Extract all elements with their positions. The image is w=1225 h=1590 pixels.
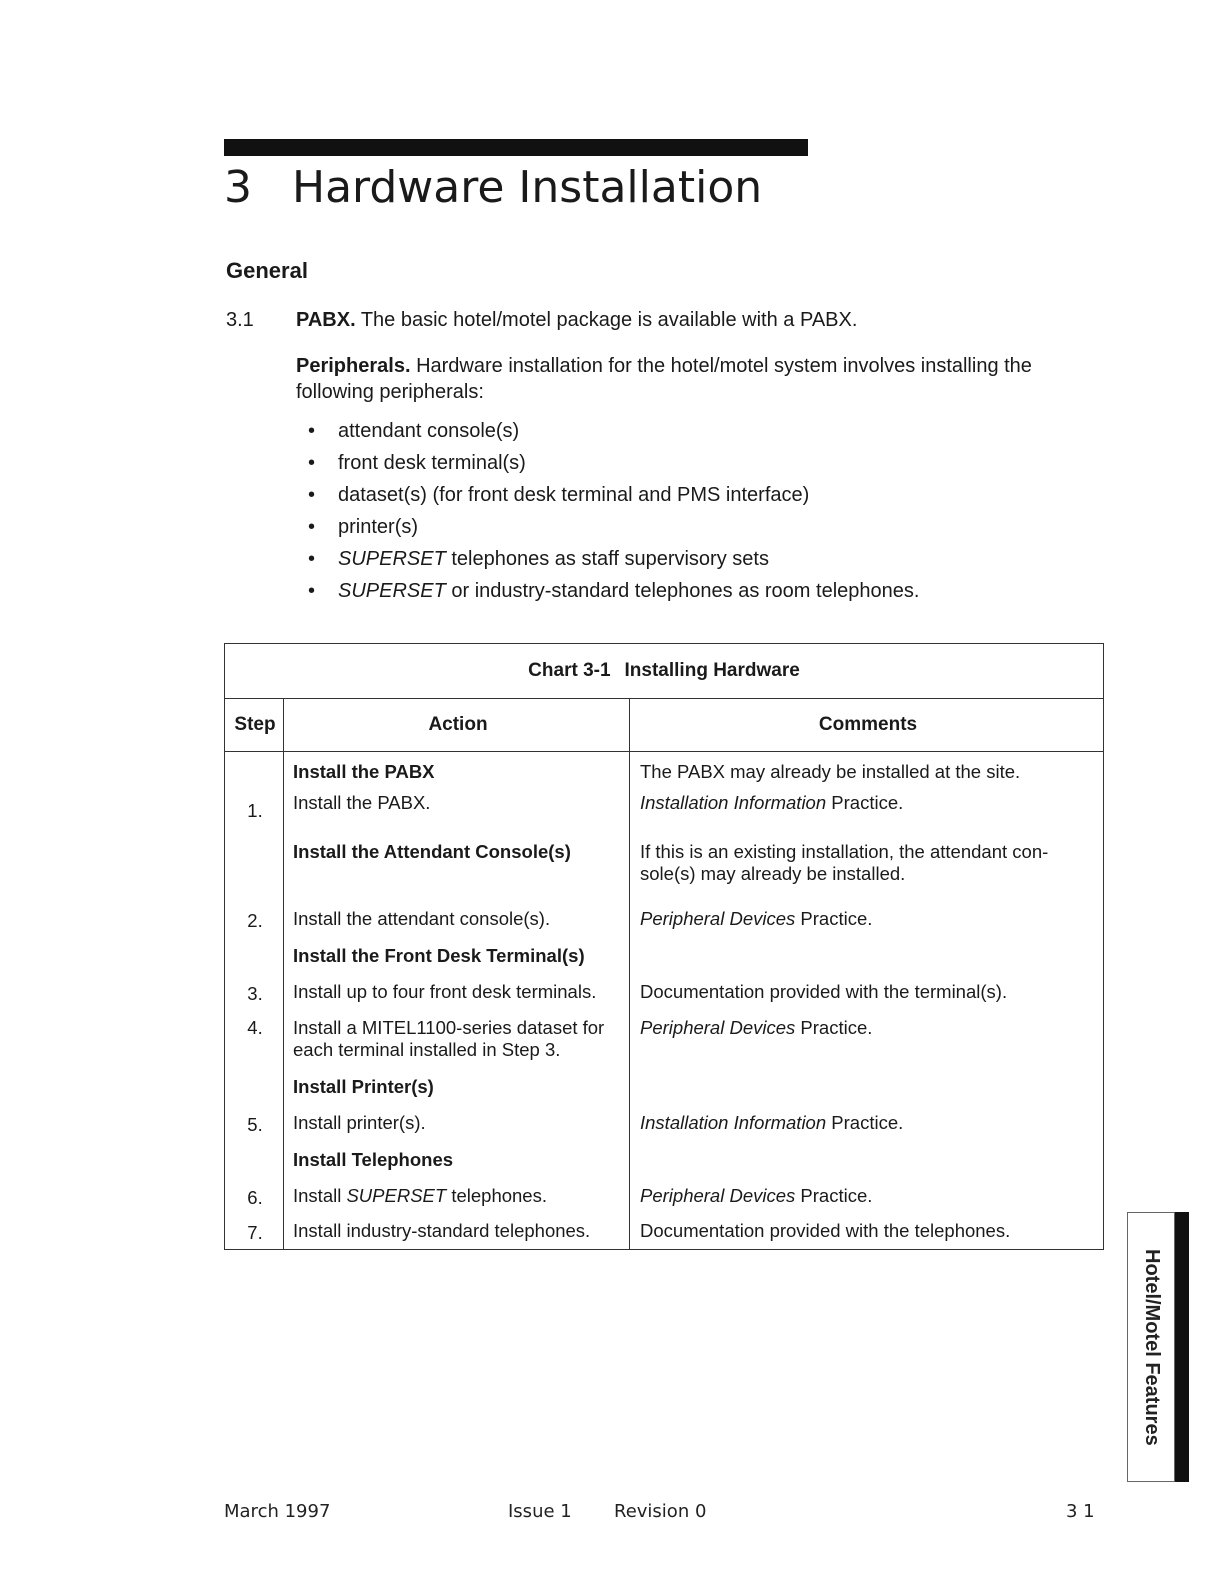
side-tab-bar: [1175, 1212, 1189, 1482]
bullet-icon: •: [308, 516, 316, 538]
step-number: 1.: [247, 800, 263, 821]
chart-title-text: Installing Hardware: [624, 660, 800, 681]
pabx-lead: PABX.: [296, 309, 356, 331]
step-action: Install industry-standard telephones.: [293, 1220, 591, 1241]
bullet-icon: •: [308, 548, 316, 570]
chapter-number: 3: [224, 162, 252, 213]
list-item: • front desk terminal(s): [296, 449, 919, 481]
step-action: Install a MITEL1100-series dataset for each terminal installed in Step 3.: [293, 1017, 605, 1060]
footer-page-number: 3 1: [1066, 1501, 1095, 1522]
paragraph-peripherals: [296, 353, 1106, 405]
paragraph-number: 3.1: [226, 309, 254, 331]
section-side-tab: [1127, 1212, 1189, 1482]
group-heading: Install Printer(s): [293, 1076, 434, 1097]
chapter-title-text: Hardware Installation: [292, 162, 763, 213]
list-item: • SUPERSET telephones as staff supervisory sets: [296, 545, 919, 577]
group-heading: Install the Attendant Console(s): [293, 841, 571, 862]
group-heading: Install the Front Desk Terminal(s): [293, 945, 585, 966]
step-action: Install up to four front desk terminals.: [293, 981, 597, 1002]
step-comment: Documentation provided with the terminal(s).: [640, 981, 1008, 1002]
step-number: 2.: [247, 910, 263, 931]
bullet-icon: •: [308, 420, 316, 442]
pabx-text: The basic hotel/motel package is available with a PABX.: [360, 309, 858, 331]
list-item: • SUPERSET or industry-standard telephones as room telephones.: [296, 577, 919, 609]
step-action: Install the PABX.: [293, 792, 431, 813]
side-tab-label: Hotel/Motel Features: [1141, 1248, 1163, 1446]
step-number: 6.: [247, 1187, 263, 1208]
step-action: Install SUPERSET telephones.: [293, 1185, 547, 1206]
step-comment: Peripheral Devices Practice.: [640, 1017, 873, 1038]
step-action: Install printer(s).: [293, 1112, 426, 1133]
list-item: • dataset(s) (for front desk terminal and PMS interface): [296, 481, 919, 513]
peripherals-text: Hardware installation for the hotel/motel system involves installing the following peripherals:: [296, 355, 1032, 403]
column-divider: [629, 698, 630, 1249]
group-comment: If this is an existing installation, the attendant con-sole(s) may already be installed.: [640, 841, 1049, 884]
footer-issue: Issue 1: [508, 1501, 572, 1522]
step-number: 3.: [247, 983, 263, 1004]
bullet-icon: •: [308, 452, 316, 474]
chart-table: [224, 643, 1104, 1250]
group-heading: Install Telephones: [293, 1149, 454, 1170]
bullet-icon: •: [308, 484, 316, 506]
footer-date: March 1997: [224, 1501, 331, 1522]
column-header-action: Action: [428, 714, 488, 735]
section-heading: General: [226, 258, 308, 283]
paragraph-pabx: [296, 307, 1106, 333]
list-item: • attendant console(s): [296, 417, 919, 449]
chart-title: [225, 644, 1103, 699]
group-comment: The PABX may already be installed at the site.: [640, 761, 1021, 782]
footer-revision: Revision 0: [614, 1501, 707, 1522]
step-number: 4.: [247, 1017, 263, 1038]
chapter-title: [224, 160, 762, 216]
peripherals-lead: Peripherals.: [296, 355, 411, 377]
column-divider: [283, 698, 284, 1249]
step-comment: Installation Information Practice.: [640, 792, 904, 813]
step-comment: Peripheral Devices Practice.: [640, 1185, 873, 1206]
header-divider: [225, 751, 1103, 752]
step-number: 7.: [247, 1222, 263, 1243]
bullet-icon: •: [308, 580, 316, 602]
group-heading: Install the PABX: [293, 761, 435, 782]
step-comment: Installation Information Practice.: [640, 1112, 904, 1133]
chart-label: Chart 3-1: [528, 660, 611, 681]
chapter-rule: [224, 139, 808, 156]
column-header-step: Step: [234, 714, 276, 735]
peripherals-list: [296, 417, 919, 609]
list-item: • printer(s): [296, 513, 919, 545]
step-action: Install the attendant console(s).: [293, 908, 551, 929]
column-header-comments: Comments: [818, 714, 918, 735]
step-comment: Documentation provided with the telephones.: [640, 1220, 1011, 1241]
step-comment: Peripheral Devices Practice.: [640, 908, 873, 929]
step-number: 5.: [247, 1114, 263, 1135]
